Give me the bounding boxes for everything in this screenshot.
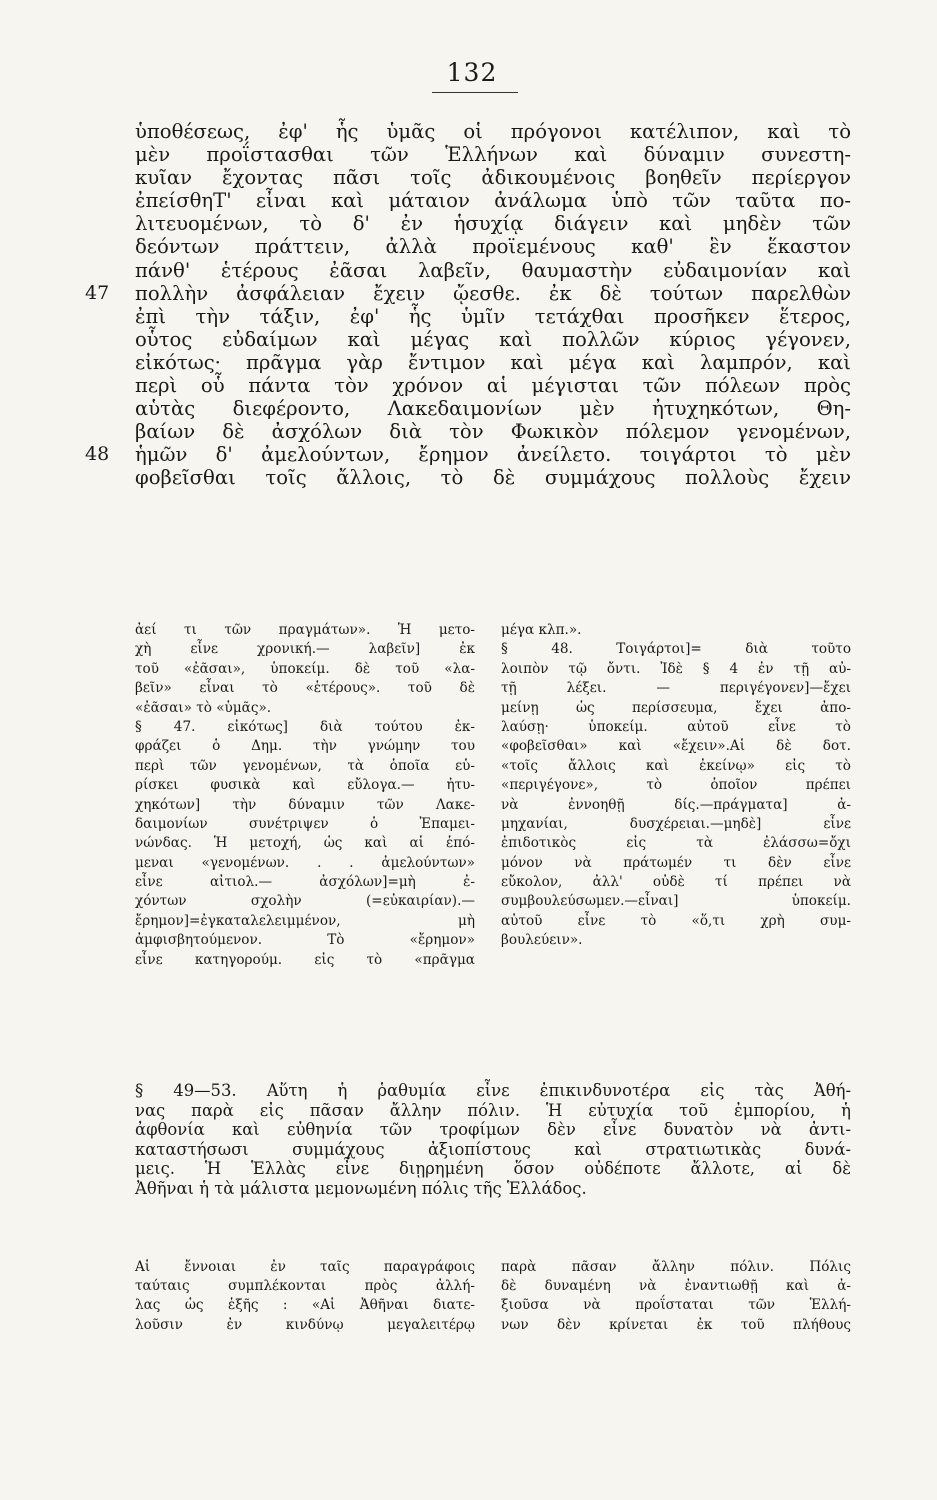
note-line: ἔρημον]=ἐγκαταλελειμμένον, μὴ [135,912,475,929]
note-line: μείνῃ ὡς περίσσευμα, ἔχει ἀπο- [501,699,851,716]
text-line [135,305,851,328]
summary-notes [135,1258,851,1335]
section-number: 48 [85,443,110,466]
note-line: ταύταις συμπλέκονται πρὸς ἀλλή- [135,1278,475,1295]
note-line: μόνον νὰ πράτωμέν τι δὲν εἶνε [501,854,851,871]
line-text: βαίων δὲ ἀσχόλων διὰ τὸν Φωκικὸν πόλεμον γενομένων, [135,420,851,444]
summary-line: ἀφθονία καὶ εὐθηνία τῶν τροφίμων δὲν εἶνε δυνατὸν νὰ ἀντι- [135,1120,851,1140]
summary-notes-left-column [135,1258,475,1335]
note-line: μηχανίαι, δυσχέρειαι.—μηδὲ] εἶνε [501,815,851,832]
note-line: βεῖν» εἶναι τὸ «ἑτέρους». τοῦ δὲ [135,680,475,697]
text-line [135,351,851,374]
text-line [135,166,851,189]
note-line: δὲ δυναμένη νὰ ἐναντιωθῇ καὶ ἀ- [501,1278,851,1295]
text-line [135,397,851,420]
note-line: λοῦσιν ἐν κινδύνῳ μεγαλειτέρῳ [135,1316,475,1333]
note-line: τοῦ «ἐᾶσαι», ὑποκείμ. δὲ τοῦ «λα- [135,660,475,677]
note-line: λας ὡς ἑξῆς : «Αἱ Ἀθῆναι διατε- [135,1297,475,1314]
note-line: εἶνε αἰτιολ.— ἀσχόλων]=μὴ ἐ- [135,874,475,891]
note-line: βουλεύειν». [501,932,583,949]
line-text: φοβεῖσθαι τοῖς ἄλλοις, τὸ δὲ συμμάχους πολλοὺς ἔχειν [135,466,851,490]
page-number-rule [432,92,518,93]
notes-left-column [135,621,475,970]
summary-line: μεις. Ἡ Ἑλλὰς εἶνε διῃρημένη ὅσον οὐδέποτε ἄλλοτε, αἱ δὲ [135,1159,851,1179]
note-line: τῇ λέξει. — περιγέγονεν]—ἔχει [501,680,851,697]
note-line: § 47. εἰκότως] διὰ τούτου ἐκ- [135,718,475,735]
text-line [135,212,851,235]
notes-right-column [501,621,851,970]
note-line: περὶ τῶν γενομένων, τὰ ὁποῖα εὑ- [135,757,475,774]
note-line: εὔκολον, ἀλλ' οὐδὲ τί πρέπει νὰ [501,874,851,891]
line-text: κυῖαν ἔχοντας πᾶσι τοῖς ἀδικουμένοις βοηθεῖν περίεργον [135,166,851,190]
note-line: § 48. Τοιγάρτοι]= διὰ τοῦτο [501,641,851,658]
note-line: νὰ ἐννοηθῇ δίς.—πράγματα] ἀ- [501,796,851,813]
note-line: φράζει ὁ Δημ. τὴν γνώμην του [135,738,475,755]
line-text: δεόντων πράττειν, ἀλλὰ προϊεμένους καθ' ἓν ἕκαστον [135,235,851,259]
note-line: ἀμφισβητούμενον. Τὸ «ἔρημον» [135,932,475,949]
line-text: ἡμῶν δ' ἀμελούντων, ἔρημον ἀνείλετο. τοιγάρτοι τὸ μὲν [135,443,851,467]
summary-line: νας παρὰ εἰς πᾶσαν ἄλλην πόλιν. Ἡ εὐτυχία τοῦ ἐμπορίου, ἡ [135,1100,851,1120]
note-line: ξιοῦσα νὰ προΐσταται τῶν Ἑλλή- [501,1297,851,1314]
line-text: περὶ οὗ πάντα τὸν χρόνον αἱ μέγισται τῶν πόλεων πρὸς [135,374,851,398]
line-text: μὲν προΐστασθαι τῶν Ἑλλήνων καὶ δύναμιν συνεστη- [135,143,851,167]
summary-line: καταστήσωσι συμμάχους ἀξιοπίστους καὶ στρατιωτικὰς δυνά- [135,1139,851,1159]
text-line [135,143,851,166]
note-line: εἶνε κατηγορούμ. εἰς τὸ «πρᾶγμα [135,951,475,968]
commentary-notes [135,621,851,970]
note-line: συμβουλεύσωμεν.—εἶναι] ὑποκείμ. [501,893,851,910]
line-text: εἰκότως· πρᾶγμα γὰρ ἔντιμον καὶ μέγα καὶ λαμπρόν, καὶ [135,350,851,374]
text-line [135,189,851,212]
note-line: ἀεί τι τῶν πραγμάτων». Ἡ μετο- [135,622,475,638]
note-line: λοιπὸν τῷ ὄντι. Ἰδὲ § 4 ἐν τῇ αὐ- [501,660,851,677]
note-line: αὐτοῦ εἶνε τὸ «ὅ,τι χρὴ συμ- [501,912,851,929]
line-text: οὗτος εὐδαίμων καὶ μέγας καὶ πολλῶν κύριος γέγονεν, [135,327,851,351]
line-text: ἐπείσθηΤ' εἶναι καὶ μάταιον ἀνάλωμα ὑπὸ τῶν ταῦτα πο- [135,189,851,213]
section-number: 47 [85,281,110,304]
note-line: χηκότων] τὴν δύναμιν τῶν Λακε- [135,796,475,813]
note-line: παρὰ πᾶσαν ἄλλην πόλιν. Πόλις [501,1259,851,1275]
text-line [85,281,851,305]
line-text: ὑποθέσεως, ἐφ' ἧς ὑμᾶς οἱ πρόγονοι κατέλιπον, καὶ τὸ [135,120,851,143]
note-line: χόντων σχολὴν (=εὐκαιρίαν).— [135,893,475,910]
text-line [135,259,851,282]
note-line: δαιμονίων συνέτριψεν ὁ Ἐπαμει- [135,815,475,832]
page-number: 132 [446,58,498,87]
text-line [85,443,851,467]
note-line: ρίσκει φυσικὰ καὶ εὔλογα.— ἠτυ- [135,777,475,794]
section-summary [135,1081,851,1199]
text-line [135,328,851,351]
note-line: «τοῖς ἄλλοις καὶ ἐκείνῳ» εἰς τὸ [501,757,851,774]
note-line: ἐπιδοτικὸς εἰς τὰ ἐλάσσω=ὄχι [501,835,851,852]
note-line: λαύσῃ· ὑποκείμ. αὐτοῦ εἶνε τὸ [501,718,851,735]
text-line [135,374,851,397]
summary-line: Ἀθῆναι ἡ τὰ μάλιστα μεμονωμένη πόλις τῆς Ἑλλάδος. [135,1178,587,1198]
text-line [135,466,851,489]
note-line: νων δὲν κρίνεται ἐκ τοῦ πλήθους [501,1316,851,1333]
text-line [135,235,851,258]
line-text: ἐπὶ τὴν τάξιν, ἐφ' ἧς ὑμῖν τετάχθαι προσῆκεν ἕτερος, [135,304,851,328]
line-text: πολλὴν ἀσφάλειαν ἔχειν ᾤεσθε. ἐκ δὲ τούτων παρελθὼν [135,281,851,305]
line-text: πάνθ' ἑτέρους ἐᾶσαι λαβεῖν, θαυμαστὴν εὐδαιμονίαν καὶ [135,258,851,282]
summary-notes-right-column [501,1258,851,1335]
line-text: αὑτὰς διεφέροντο, Λακεδαιμονίων μὲν ἠτυχηκότων, Θη- [135,397,851,421]
note-line: «φοβεῖσθαι» καὶ «ἔχειν».Αἱ δὲ δοτ. [501,738,851,755]
note-line: νώνδας. Ἡ μετοχή, ὡς καὶ αἱ ἑπό- [135,835,475,852]
note-line: Αἱ ἔννοιαι ἐν ταῖς παραγράφοις [135,1259,475,1275]
main-text [85,120,851,490]
note-line: χὴ εἶνε χρονική.— λαβεῖν] ἐκ [135,641,475,658]
line-text: λιτευομένων, τὸ δ' ἐν ἡσυχίᾳ διάγειν καὶ μηδὲν τῶν [135,212,851,236]
summary-line: § 49—53. Αὕτη ἡ ῥαθυμία εἶνε ἐπικινδυνοτέρα εἰς τὰς Ἀθή- [135,1081,851,1100]
text-line [135,120,851,143]
text-line [135,420,851,443]
note-line: μέγα κλπ.». [501,622,582,638]
note-line: «ἐᾶσαι» τὸ «ὑμᾶς». [135,699,272,716]
note-line: μεναι «γενομένων. . . ἀμελούντων» [135,854,475,871]
note-line: «περιγέγονε», τὸ ὁποῖον πρέπει [501,777,851,794]
